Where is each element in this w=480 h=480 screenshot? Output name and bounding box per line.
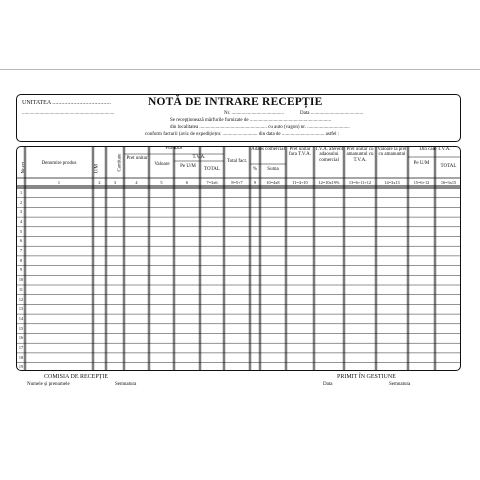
- table-row-number: 14: [18, 315, 24, 321]
- header-value: Valoare: [154, 162, 170, 167]
- header-um: U/M: [94, 164, 100, 174]
- table-row-number: 10: [18, 277, 24, 283]
- header-markup: Adaos comercial: [251, 147, 285, 152]
- column-index-label: 12=10x19%: [318, 179, 340, 185]
- column-index-label: 4: [135, 179, 138, 185]
- header-total-invoice: Total fact.: [226, 159, 248, 164]
- name-label: Numele și prenumele: [27, 382, 70, 387]
- column-index-label: 9: [253, 179, 257, 185]
- column-index-label: 16=3x15: [440, 179, 457, 185]
- table-row-number: 17: [18, 345, 24, 350]
- table-row-number: 4: [19, 218, 23, 224]
- header-tva-per-um: Pe U/M: [180, 164, 196, 169]
- table-row-number: 7: [19, 248, 23, 253]
- table-row-number: 19: [18, 364, 24, 370]
- header-tva: T.V.A.: [192, 155, 206, 160]
- invoice-line: conform facturii (aviz de expediție)nr. ............................ din data de .................................. astfel :: [145, 132, 340, 137]
- table-row-number: 1: [19, 189, 23, 195]
- table-row-number: 13: [18, 306, 24, 312]
- column-index-label: 8=5+7: [231, 179, 243, 185]
- locality-line: din localitatea ...................................................... cu auto (vagon) nr. ..................................: [170, 125, 350, 130]
- header-unit-price: Pret unitar: [126, 156, 148, 161]
- column-index-label: 3: [113, 179, 117, 185]
- header-price-no-tva: Pret unitar fara T.V.A.: [289, 147, 311, 158]
- table-row-number: 16: [18, 335, 24, 341]
- column-index-label: 10=4x8: [266, 179, 280, 185]
- column-index-label: 14=3x13: [384, 179, 400, 185]
- reception-table: [16, 146, 461, 371]
- supplier-line: Se recepționează mărfurile furnizate de .................................................................: [170, 118, 332, 123]
- header-of-which: Din care T.V.A.: [419, 147, 451, 152]
- header-quantity: Cantitate: [117, 153, 123, 172]
- header-price-with-tva: Pret unitar cu amanuntul cu T.V.A.: [346, 147, 374, 163]
- received-title: PRIMIT ÎN GESTIUNE: [337, 374, 396, 380]
- column-index-label: 15=6+12: [413, 179, 430, 185]
- commission-title: COMISIA DE RECEPȚIE: [44, 374, 109, 380]
- column-index-label: 13=6+11+12: [348, 179, 372, 185]
- signature-label-right: Semnatura: [389, 382, 411, 387]
- table-row-number: 18: [18, 354, 24, 360]
- table-row-number: 11: [18, 286, 24, 292]
- signature-label-left: Semnatura: [115, 382, 137, 387]
- table-row-number: 6: [19, 238, 23, 244]
- header-markup-sum: Suma: [267, 167, 279, 172]
- table-row-number: 3: [19, 209, 23, 215]
- header-of-which-total: TOTAL: [440, 164, 457, 169]
- header-of-which-per-um: Pe U/M: [413, 161, 430, 166]
- header-retail-value: Valoare la pret cu amanuntul: [377, 147, 407, 158]
- unit-field-line: ..........................................................................: [22, 111, 115, 116]
- column-index-label: 5: [160, 179, 163, 185]
- date-field: Data ..........................................: [300, 111, 364, 116]
- form-header-panel: [16, 94, 461, 142]
- table-row-number: 5: [19, 228, 23, 234]
- table-row-number: 15: [18, 325, 24, 331]
- header-tva-total: TOTAL: [204, 167, 220, 172]
- header-supplier: Furnizor: [165, 146, 183, 151]
- column-index-label: 2: [98, 179, 101, 185]
- header-product: Denumire produs: [41, 161, 77, 166]
- column-index-label: 1: [57, 179, 61, 185]
- date-label: Data: [323, 382, 333, 387]
- header-tva-afferent: T.V.A. aferent adaosului comercial: [314, 147, 344, 163]
- column-index-label: 7=3x6: [206, 179, 218, 185]
- table-row-number: 2: [19, 199, 23, 205]
- table-row-number: 8: [19, 257, 23, 263]
- column-index-label: 11=4+10: [292, 179, 308, 185]
- table-row-number: 12: [18, 296, 24, 302]
- header-nr-crt: Nr.crt: [21, 161, 27, 174]
- page-title: NOTĂ DE INTRARE RECEPȚIE: [148, 96, 323, 108]
- unit-field: UNITATEA .......................................: [22, 100, 111, 106]
- page-top-line: [0, 69, 480, 70]
- column-index-label: 6: [185, 179, 189, 185]
- table-row-number: 9: [19, 267, 23, 273]
- header-markup-pct: %: [252, 167, 258, 172]
- number-field: Nr. ..........................................: [224, 111, 284, 116]
